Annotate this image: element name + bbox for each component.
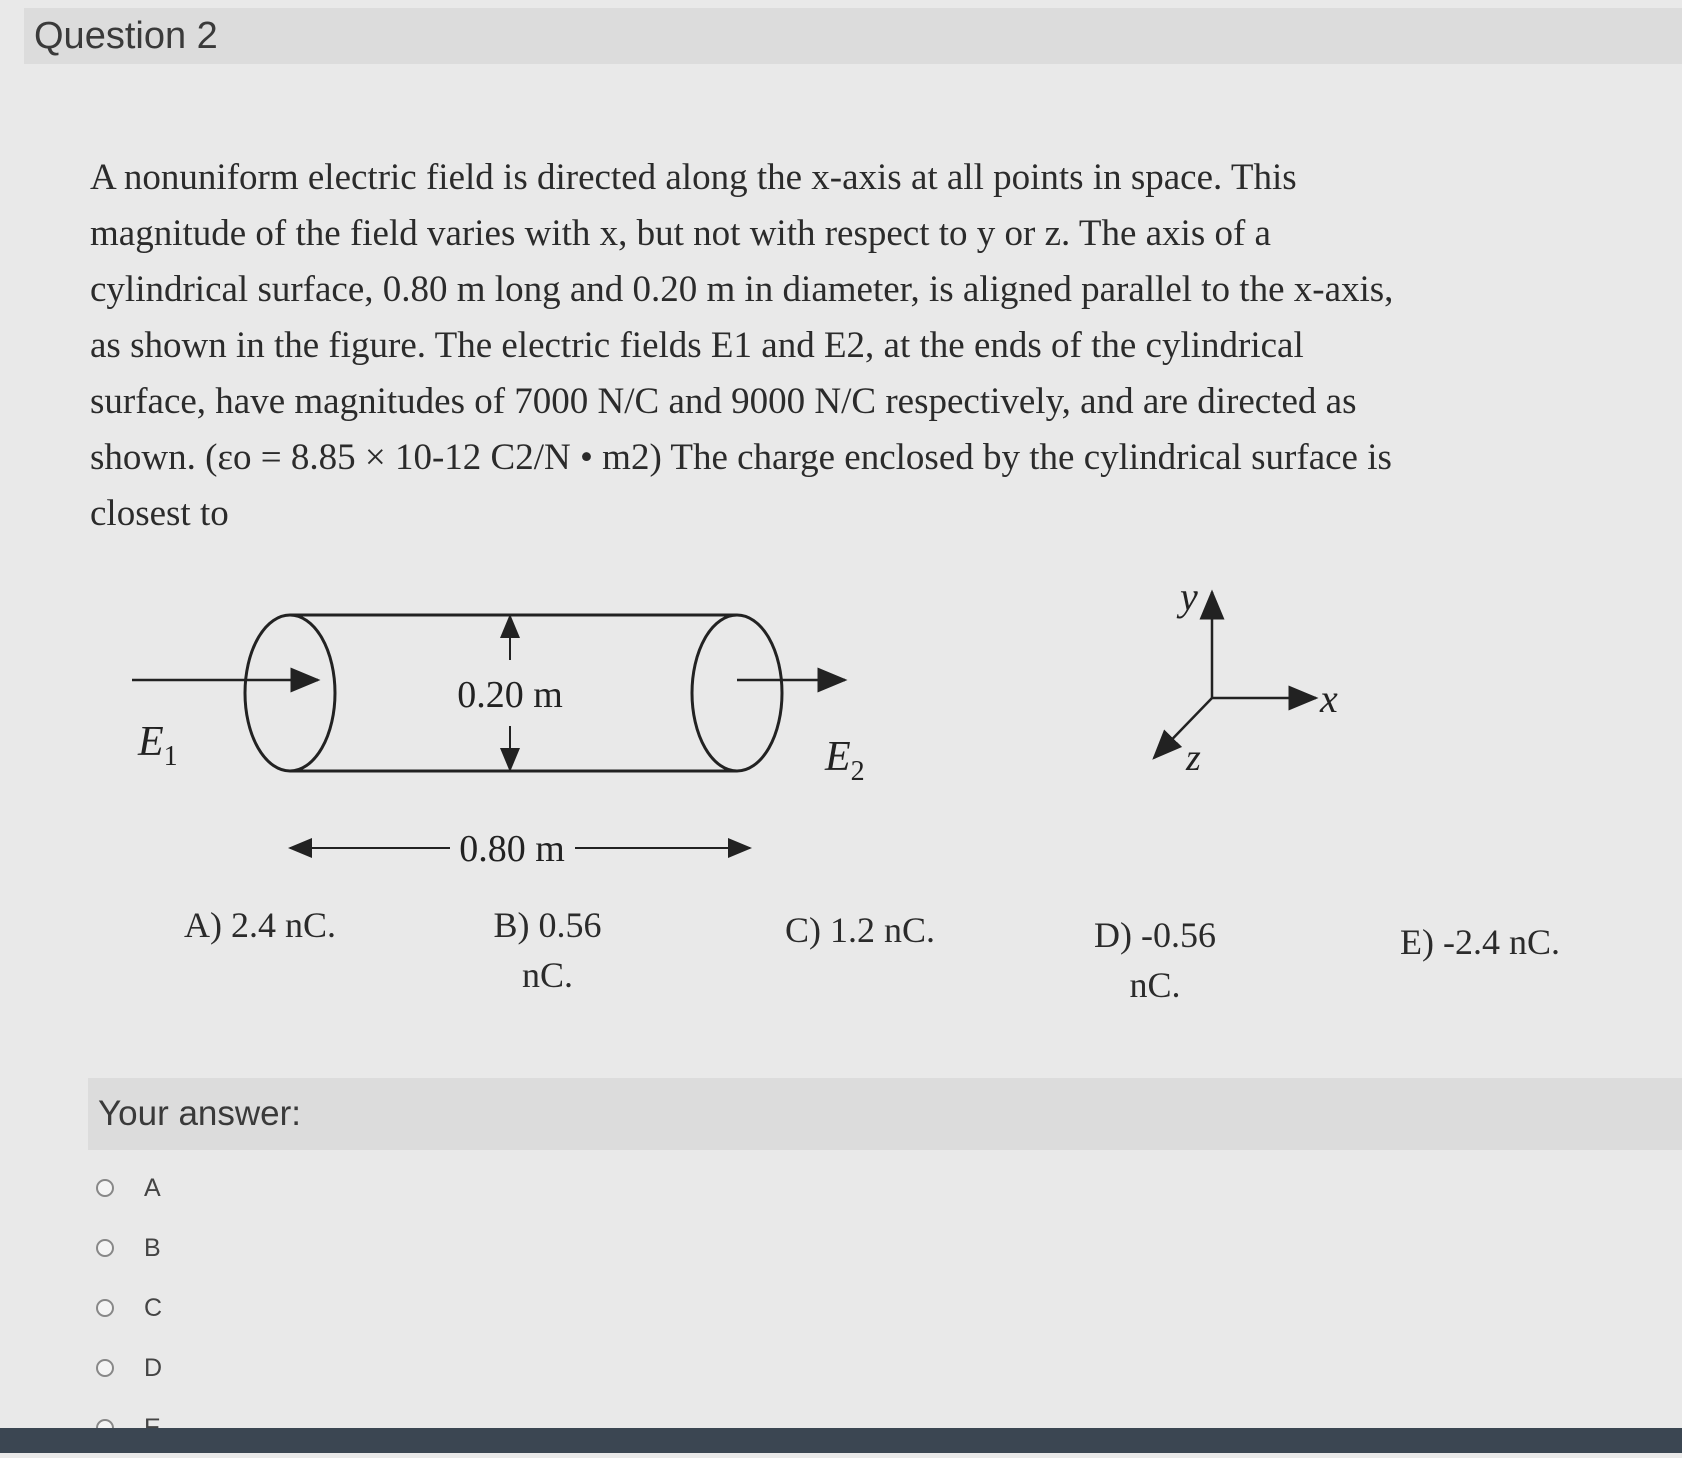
x-axis-label: x [1320,676,1338,721]
choice-e [1380,917,1580,967]
choice-line: E) -2.4 nC. [1400,922,1560,962]
question-line: A nonuniform electric field is directed along the x-axis at all points in space. This [90,157,1297,198]
choice-b [455,900,640,1000]
answer-section-header [88,1078,1682,1150]
z-axis-arrow [1154,698,1212,758]
choice-line: B) 0.56 [493,905,602,945]
cylinder-left-end [245,615,335,771]
answer-option-a[interactable] [96,1158,162,1218]
question-line: magnitude of the field varies with x, but not with respect to y or z. The axis of a [90,213,1271,254]
question-text [90,150,1630,542]
question-line: surface, have magnitudes of 7000 N/C and 9000 N/C respectively, and are directed as [90,381,1357,422]
cylinder-right-end [692,615,782,771]
taskbar-strip [0,1428,1682,1453]
question-header [24,8,1682,64]
answer-option-label: A [144,1173,161,1202]
radio-button[interactable] [96,1359,114,1377]
answer-option-label: D [144,1353,163,1382]
question-line: closest to [90,493,229,534]
radio-button[interactable] [96,1179,114,1197]
choice-line: nC. [1129,965,1181,1005]
choice-line: nC. [521,955,573,995]
e1-label: $E_1$ [138,719,178,772]
diameter-label: 0.20 m [457,674,563,716]
your-answer-label: Your answer: [98,1094,301,1133]
choice-d [1060,910,1250,1010]
answer-option-label: C [144,1293,163,1322]
y-axis-label: y [1180,580,1198,619]
radio-button[interactable] [96,1299,114,1317]
e2-label: $E_2$ [825,734,865,787]
choice-line: C) 1.2 nC. [784,910,935,950]
question-line: shown. (εo = 8.85 × 10-12 C2/N • m2) The charge enclosed by the cylindrical surface is [90,437,1392,478]
length-label: 0.80 m [459,828,565,870]
answer-option-label: B [144,1233,161,1262]
choice-line: A) 2.4 nC. [184,905,336,945]
question-title: Question 2 [34,14,218,57]
answer-option-d[interactable] [96,1338,162,1398]
choice-c [760,905,960,955]
answer-option-c[interactable] [96,1278,162,1338]
radio-button[interactable] [96,1239,114,1257]
cylinder-figure [120,580,920,870]
question-line: cylindrical surface, 0.80 m long and 0.20 m in diameter, is aligned parallel to the x-axis, [90,269,1394,310]
choice-a [160,900,360,950]
z-axis-label: z [1186,737,1201,779]
answer-option-b[interactable] [96,1218,162,1278]
question-line: as shown in the figure. The electric fields E1 and E2, at the ends of the cylindrical [90,325,1304,366]
answer-options [96,1158,162,1458]
choice-line: D) -0.56 [1094,915,1216,955]
coordinate-axes [1130,580,1390,790]
